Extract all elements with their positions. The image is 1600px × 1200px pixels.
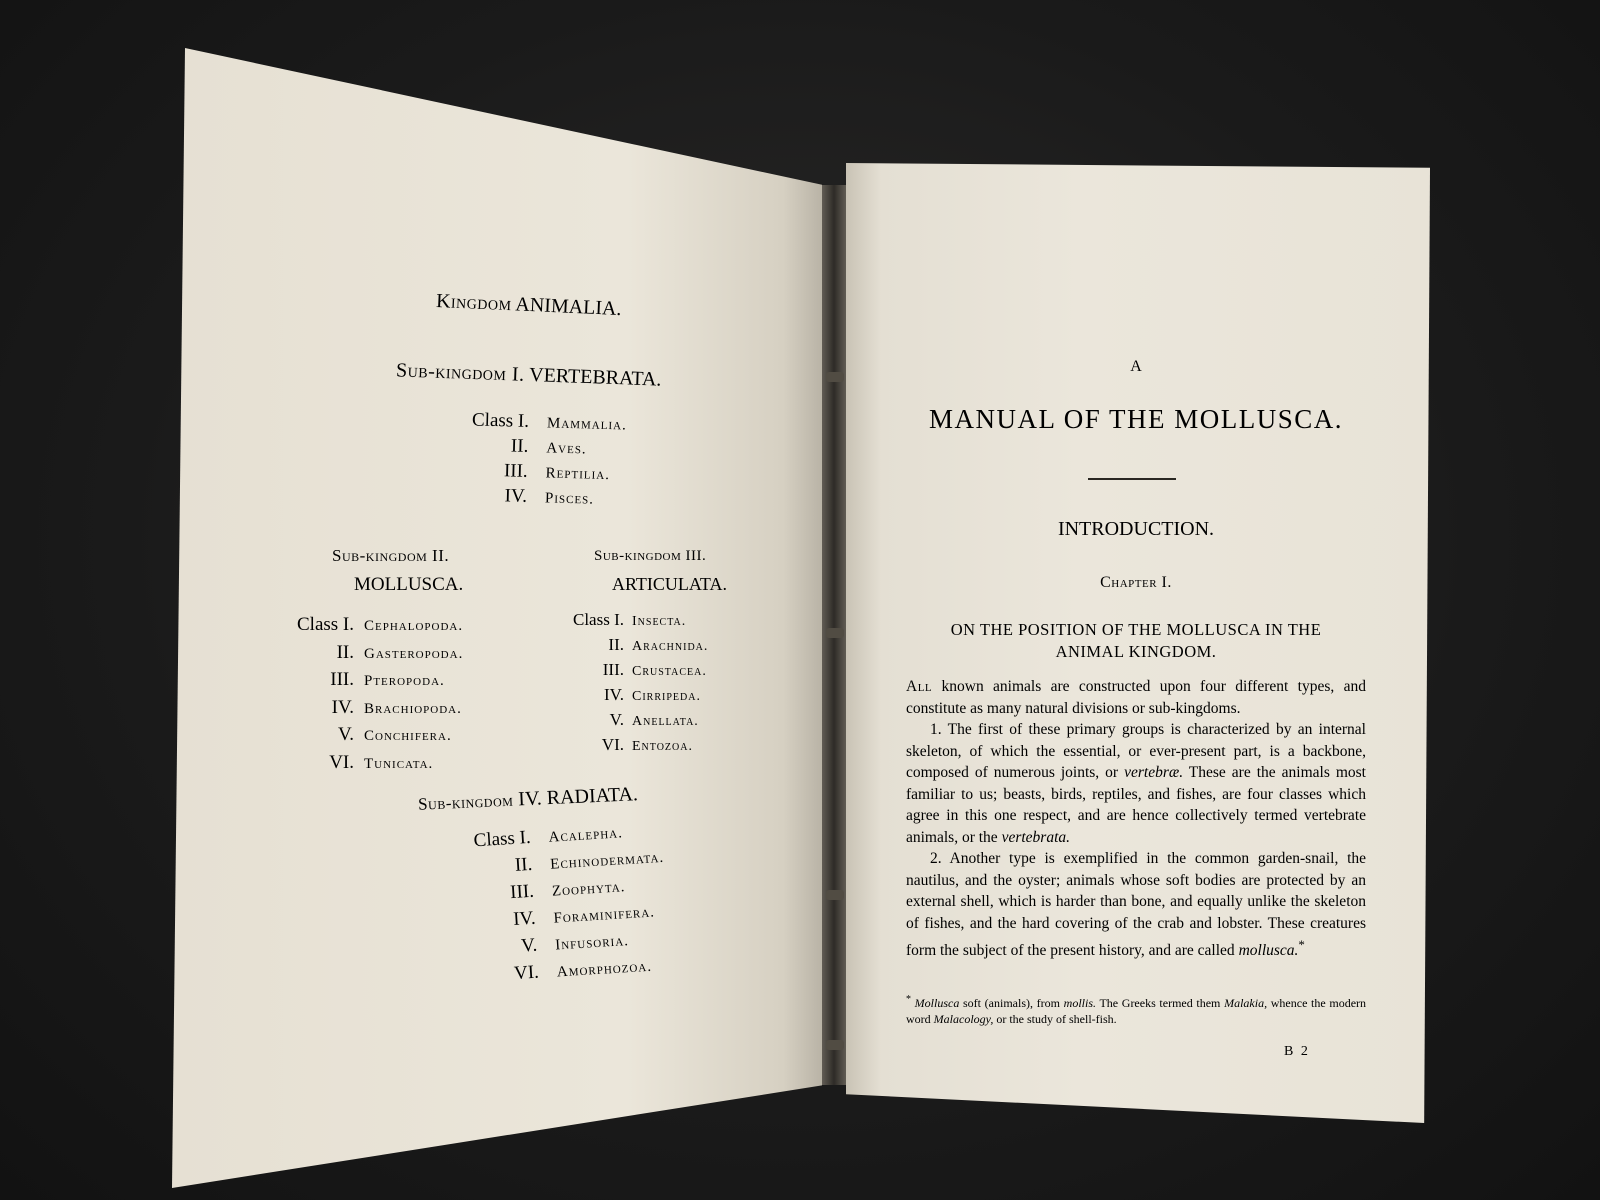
class-name: Echinodermata. (549, 849, 665, 873)
italic-term: Malakia, (1224, 996, 1268, 1010)
class-number: Class I. (471, 409, 530, 432)
footnote-text: The Greeks termed them (1099, 996, 1221, 1010)
class-name: Conchifera. (364, 728, 452, 744)
class-number: Class I. (573, 610, 624, 629)
italic-term: mollis. (1063, 996, 1096, 1010)
book-title: MANUAL OF THE MOLLUSCA. (928, 404, 1344, 434)
subkingdom-3-name (612, 574, 727, 595)
subkingdom-2-prefix-text: Sub-kingdom II. (332, 546, 450, 565)
class-number: IV. (512, 907, 537, 931)
paragraph-text: These are the animals most familiar to us; beasts, birds, reptiles, and fishes, are four classes which agree in this one respect, and are hence collectively termed vertebrate animals, or the (906, 764, 1366, 846)
footnote-text: whence the modern word (906, 996, 1367, 1026)
class-number: Class I. (473, 826, 532, 852)
footnote-marker: * (1298, 937, 1305, 952)
class-number: III. (330, 669, 354, 690)
class-row (266, 722, 463, 750)
class-name: Brachiopoda. (364, 700, 462, 717)
class-name: Mammalia. (546, 415, 628, 434)
footnote-text: soft (animals), from (963, 996, 1060, 1010)
binding-thread (826, 628, 844, 638)
class-name: Entozoa. (632, 739, 693, 754)
subkingdom-3-prefix-text: Sub-kingdom III. (594, 548, 707, 564)
class-row (266, 750, 463, 778)
class-row (548, 708, 708, 733)
class-number: II. (608, 635, 624, 654)
class-name: Arachnida. (632, 639, 709, 654)
subkingdom-4-prefix: Sub-kingdom (417, 790, 514, 814)
subkingdom-3-name-text: ARTICULATA. (612, 574, 727, 594)
subkingdom-2-name-text: MOLLUSCA. (354, 574, 464, 595)
class-name: Aves. (546, 440, 587, 458)
class-number: V. (609, 710, 624, 729)
class-name: Amorphozoa. (556, 958, 653, 981)
binding-thread (826, 1040, 844, 1050)
class-number: VI. (329, 751, 354, 773)
paragraph-lead: All (906, 678, 933, 695)
class-name: Gasteropoda. (364, 645, 464, 662)
body-text (906, 676, 1366, 962)
paragraph-text: 2. Another type is exemplified in the common garden-snail, the nautilus, and the oyster; animals whose soft bodies are protected by an external shell, which is harder than bone, and equally unlike the skeleton of fishes, and the hard covering of the crab and lobster. These creatures form the subject of the present history, and are called (906, 850, 1366, 960)
class-number: III. (509, 880, 535, 904)
subkingdom-1-prefix: Sub-kingdom I. (395, 359, 525, 386)
class-name: Infusoria. (554, 933, 630, 954)
paragraph (906, 676, 1366, 719)
title-rule (1088, 478, 1176, 480)
kingdom-prefix: Kingdom (435, 289, 513, 316)
class-number: II. (514, 853, 533, 876)
class-row (266, 667, 463, 695)
subkingdom-1-class-list (435, 408, 627, 513)
class-name: Anellata. (632, 714, 699, 729)
chapter-title-line-2: ANIMAL KINGDOM. (1055, 642, 1217, 661)
chapter-title-line-1: ON THE POSITION OF THE MOLLUSCA IN THE (950, 620, 1322, 639)
italic-term: mollusca. (1238, 942, 1299, 960)
class-number: V. (337, 724, 354, 745)
italic-term: vertebrata. (1001, 828, 1071, 846)
paragraph (906, 719, 1366, 848)
class-row (548, 633, 708, 658)
subkingdom-4-name: IV. RADIATA. (517, 783, 639, 811)
class-row (435, 483, 625, 513)
subkingdom-2-prefix (332, 546, 449, 566)
class-name: Insecta. (632, 614, 687, 629)
subkingdom-3-prefix (594, 548, 706, 565)
kingdom-name: ANIMALIA. (514, 293, 622, 321)
subkingdom-1-name: VERTEBRATA. (528, 364, 662, 391)
class-row (266, 640, 463, 668)
class-number: VI. (601, 735, 624, 754)
class-number: III. (602, 660, 624, 679)
class-number: III. (503, 460, 528, 482)
subkingdom-3-class-list (548, 608, 708, 758)
class-row (266, 695, 463, 723)
paragraph-text: 1. The first of these primary groups is characterized by an internal skeleton, of which the essential, or ever-present part, is a backbone, composed of numerous joints, or (906, 721, 1366, 781)
paragraph-text: known animals are constructed upon four different types, and constitute as many natural divisions or sub-kingdoms. (906, 678, 1366, 717)
paragraph (906, 848, 1366, 962)
class-number: Class I. (297, 614, 354, 635)
subkingdom-2-name (354, 574, 463, 596)
footnote (906, 992, 1366, 1027)
class-name: Zoophyta. (551, 879, 626, 900)
class-number: IV. (331, 696, 354, 718)
binding-thread (826, 890, 844, 900)
class-number: VI. (513, 961, 540, 985)
class-number: IV. (504, 485, 528, 507)
binding-thread (826, 372, 844, 382)
class-name: Cephalopoda. (364, 618, 464, 634)
signature-mark: B 2 (1284, 1044, 1310, 1059)
class-name: Reptilia. (545, 465, 611, 484)
class-row (548, 683, 708, 708)
chapter-label: Chapter I. (1100, 574, 1172, 591)
title-article: A (1130, 358, 1142, 375)
class-number: V. (520, 934, 538, 957)
footnote-text: or the study of shell-fish. (996, 1012, 1117, 1026)
footnote-marker: * (906, 994, 911, 1005)
class-number: IV. (604, 685, 624, 704)
italic-term: vertebræ. (1124, 764, 1184, 781)
italic-term: Mollusca (914, 996, 960, 1010)
class-row (266, 612, 463, 640)
class-row (548, 733, 708, 758)
class-number: II. (510, 435, 529, 457)
class-name: Cirripeda. (632, 689, 701, 704)
italic-term: Malacology, (933, 1012, 994, 1026)
subkingdom-2-class-list (266, 612, 463, 777)
class-name: Pisces. (544, 490, 595, 508)
subkingdom-4-class-list (446, 817, 672, 992)
class-row (548, 658, 708, 683)
section-heading: INTRODUCTION. (1057, 518, 1215, 540)
class-name: Tunicata. (364, 755, 434, 772)
class-name: Pteropoda. (364, 673, 445, 689)
class-row (548, 608, 708, 633)
class-name: Crustacea. (632, 664, 707, 679)
class-number: II. (336, 641, 354, 663)
class-name: Acalepha. (548, 825, 624, 846)
class-name: Foraminifera. (553, 904, 656, 927)
